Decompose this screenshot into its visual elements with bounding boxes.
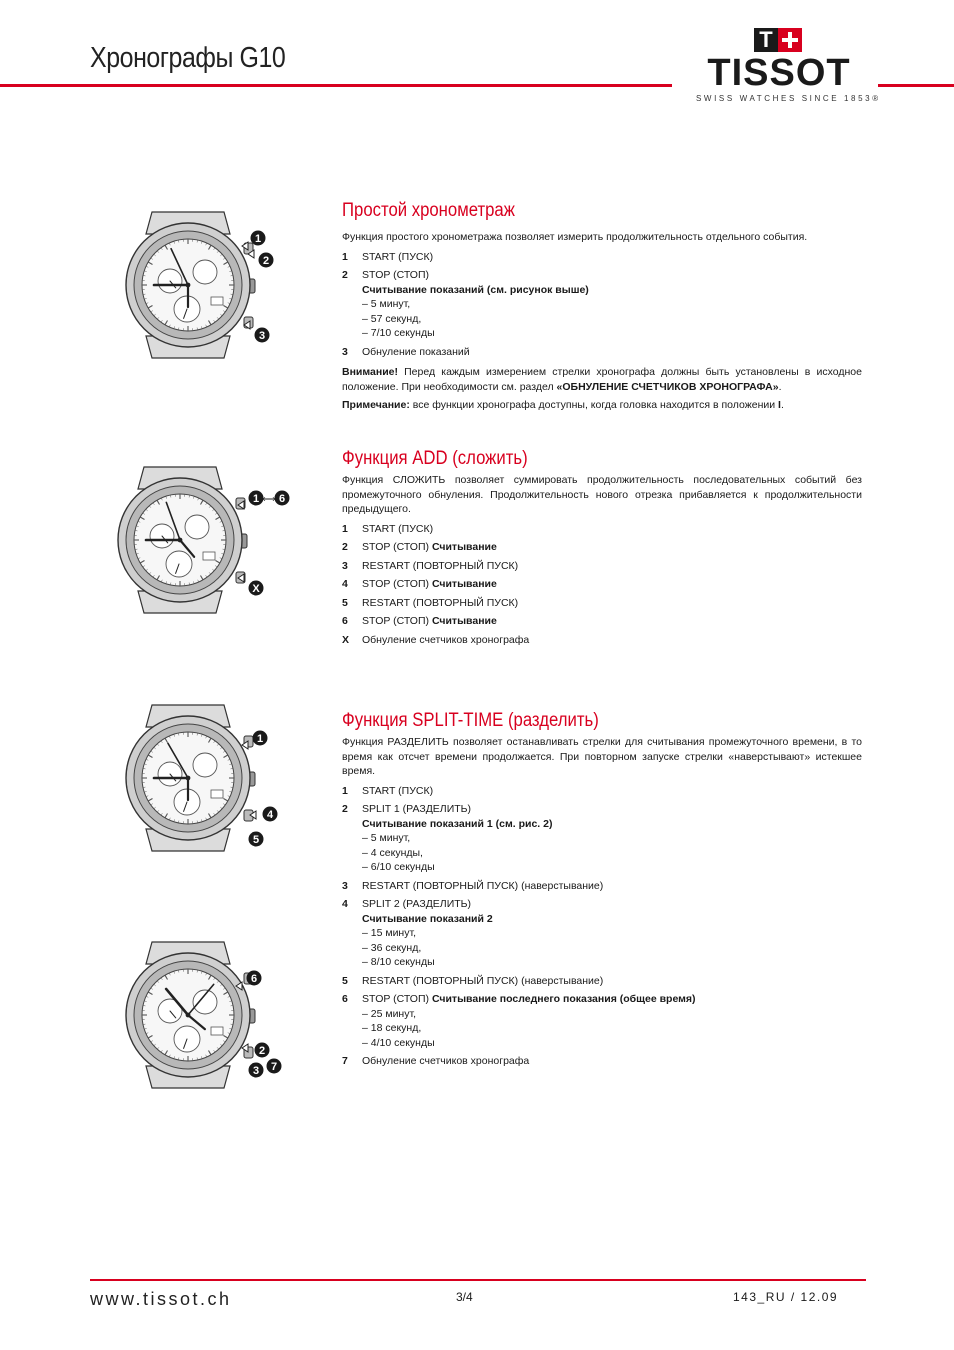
document-code: 143_RU / 12.09: [733, 1290, 839, 1304]
date-window: [203, 552, 215, 560]
date-window: [211, 297, 223, 305]
note-remark: Примечание: все функции хронографа доступны, когда головка находится в положении I.: [342, 399, 784, 411]
logo-tagline: SWISS WATCHES SINCE 1853®: [696, 94, 881, 103]
step-badge-label: 7: [270, 1061, 278, 1073]
step-badge-label: 1: [252, 493, 260, 505]
watch-illustration-3: [118, 703, 283, 858]
step-badge-label: 6: [250, 973, 258, 985]
step: 7 Обнуление счетчиков хронографа: [342, 1055, 530, 1067]
step-badge-label: X: [252, 583, 260, 595]
step: 1 START (ПУСК): [342, 784, 434, 797]
section-intro: Функция СЛОЖИТЬ позволяет суммировать продолжительность последовательных событий без промежуточного обнуления. Продолжительность нового отрезка прибавляется к продолжительности предыдущего.: [342, 474, 862, 515]
step: 6 STOP (СТОП) Считывание последнего показания (общее время) – 25 минут, – 18 секунд, – 4/10 секунды: [342, 993, 696, 1049]
section-title: Функция SPLIT-TIME (разделить): [342, 710, 599, 731]
step: 5 RESTART (ПОВТОРНЫЙ ПУСК) (наверстывание): [342, 974, 604, 987]
step-badge-label: 5: [252, 834, 260, 846]
page-number: 3/4: [456, 1290, 473, 1304]
step: X Обнуление счетчиков хронографа: [342, 633, 530, 646]
section-add: [342, 448, 862, 651]
section-title: Функция ADD (сложить): [342, 448, 528, 469]
footer-rule: [90, 1279, 866, 1281]
step: 2 STOP (СТОП) Считывание: [342, 541, 497, 553]
section-intro: Функция простого хронометража позволяет измерить продолжительность отдельного события.: [342, 231, 808, 243]
date-window: [211, 1027, 223, 1035]
note-warning: Внимание! Перед каждым измерением стрелки хронографа должны быть установлены в исходное положение. При необходимости см. раздел «ОБНУЛЕНИЕ СЧЕТЧИКОВ ХРОНОГРАФА».: [342, 366, 862, 393]
section-title: Простой хронометраж: [342, 200, 515, 221]
step: 3 Обнуление показаний: [342, 345, 470, 358]
watch-illustration-2: [110, 465, 300, 620]
footer-url[interactable]: www.tissot.ch: [90, 1289, 232, 1309]
logo-t-mark: T: [754, 28, 778, 52]
logo-wordmark: TISSOT: [707, 52, 851, 94]
link-glyph: ⟺: [262, 495, 276, 505]
step: 6 STOP (СТОП) Считывание: [342, 615, 497, 627]
section-intro: Функция РАЗДЕЛИТЬ позволяет останавливать стрелки для считывания промежуточного времени, в то время как отсчет времени продолжается. При повторном запуске стрелки «наверстывают» истекшее время.: [342, 736, 862, 777]
step-badge-label: 2: [262, 255, 270, 267]
swiss-cross-icon: [778, 28, 802, 52]
step-badge-label: 4: [266, 809, 274, 821]
watch-illustration-1: [118, 210, 278, 360]
step-badge-label: 6: [278, 493, 286, 505]
subdial-right: [193, 753, 217, 777]
step-badge-label: 3: [258, 330, 266, 342]
step: 2 SPLIT 1 (РАЗДЕЛИТЬ) Считывание показаний 1 (см. рис. 2) – 5 минут, – 4 секунды, – 6/10 секунды: [342, 803, 553, 873]
step: 4 STOP (СТОП) Считывание: [342, 578, 497, 590]
step: 1 START (ПУСК): [342, 250, 434, 263]
page-title: Хронографы G10: [90, 42, 286, 74]
header-rule: [0, 84, 672, 87]
step: 5 RESTART (ПОВТОРНЫЙ ПУСК): [342, 596, 519, 609]
step: 1 START (ПУСК): [342, 522, 434, 535]
step: 2 STOP (СТОП) Считывание показаний (см. рисунок выше) – 5 минут, – 57 секунд, – 7/10 секунды: [342, 269, 589, 339]
section-split-time: [342, 710, 862, 1073]
step-badge-label: 2: [258, 1045, 266, 1057]
section-simple-timing: [342, 200, 862, 413]
step-badge-label: 1: [256, 733, 264, 745]
step: 3 RESTART (ПОВТОРНЫЙ ПУСК): [342, 559, 519, 572]
header-rule-right: [878, 84, 954, 87]
step: 4 SPLIT 2 (РАЗДЕЛИТЬ) Считывание показаний 2 – 15 минут, – 36 секунд, – 8/10 секунды: [342, 898, 493, 968]
subdial-right: [185, 515, 209, 539]
date-window: [211, 790, 223, 798]
watch-illustration-4: [118, 940, 288, 1095]
subdial-right: [193, 260, 217, 284]
step-badge-label: 3: [252, 1065, 260, 1077]
step-badge-label: 1: [254, 233, 262, 245]
step: 3 RESTART (ПОВТОРНЫЙ ПУСК) (наверстывание): [342, 879, 604, 892]
